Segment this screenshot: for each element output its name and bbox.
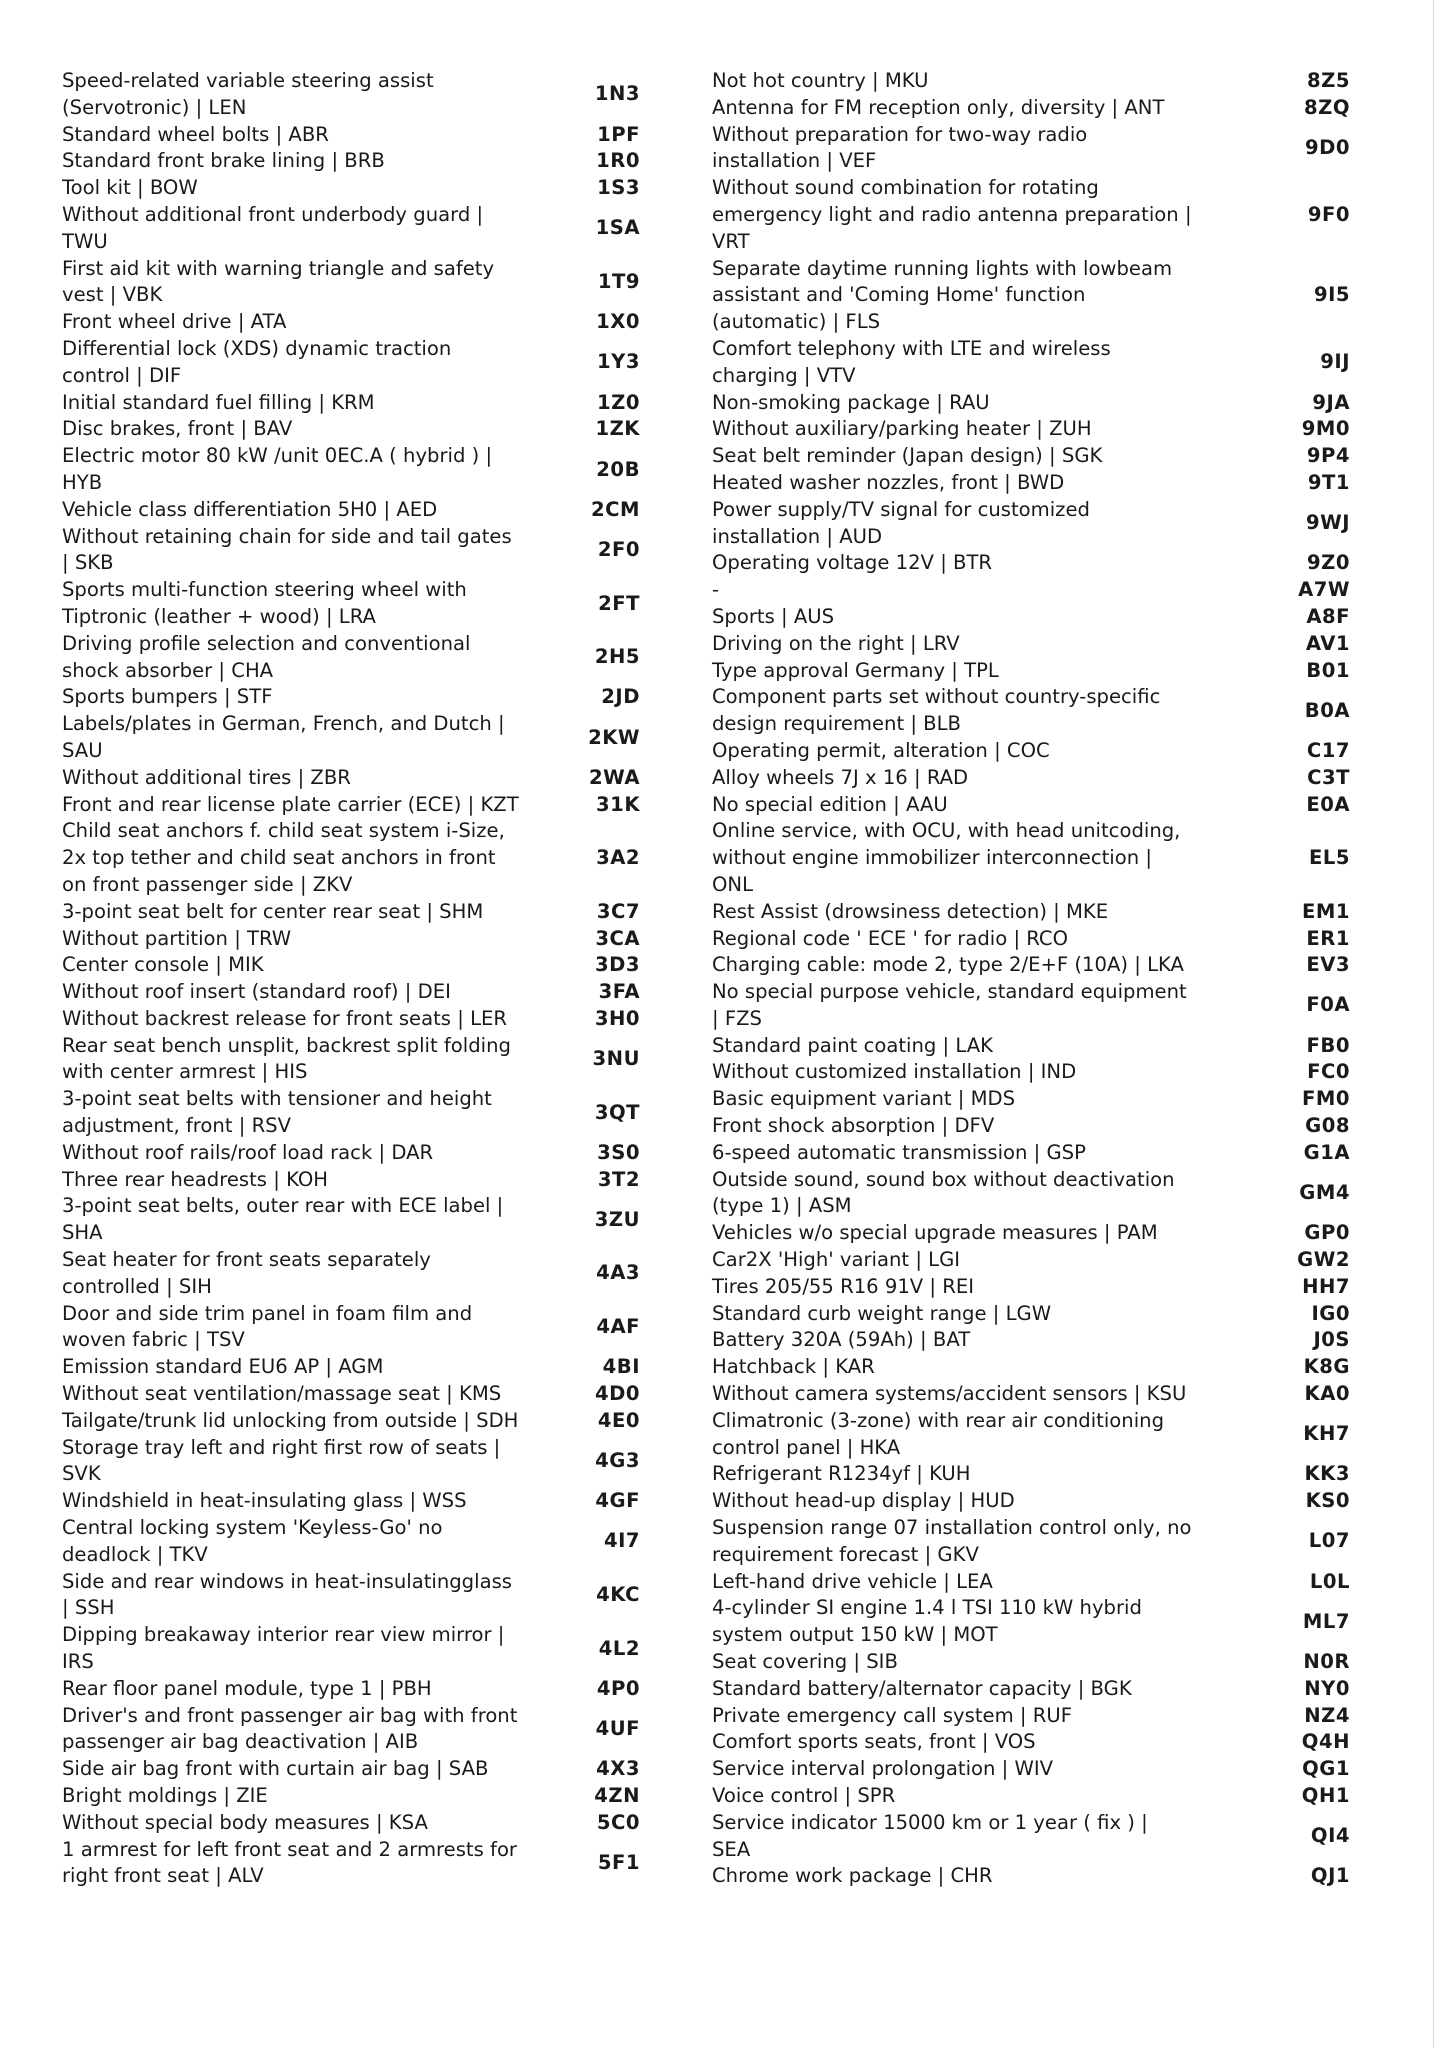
equipment-row [712, 1756, 1352, 1783]
equipment-row [62, 1622, 640, 1676]
equipment-description: Front and rear license plate carrier (ECE) | KZT [62, 792, 519, 816]
equipment-row [712, 95, 1352, 122]
equipment-row [712, 1569, 1352, 1596]
equipment-description: Without roof insert (standard roof) | DEI [62, 980, 451, 1004]
equipment-description: Outside sound, sound box without deactivation (type 1) | ASM [712, 1167, 1175, 1218]
equipment-description: No special purpose vehicle, standard equipment | FZS [712, 980, 1187, 1030]
equipment-code: 9D0 [1304, 135, 1350, 159]
equipment-row [62, 390, 640, 417]
equipment-code: 3QT [594, 1100, 640, 1124]
equipment-description: Seat heater for front seats separately controlled | SIH [62, 1248, 431, 1298]
equipment-description: Power supply/TV signal for customized installation | AUD [712, 497, 1090, 548]
equipment-description: Climatronic (3-zone) with rear air conditioning control panel | HKA [712, 1408, 1165, 1459]
equipment-code: 5C0 [596, 1810, 640, 1834]
equipment-row [712, 926, 1352, 953]
equipment-row [712, 1140, 1352, 1167]
equipment-code: GW2 [1297, 1248, 1350, 1272]
equipment-code: K8G [1303, 1355, 1350, 1379]
equipment-description: Regional code ' ECE ' for radio | RCO [712, 926, 1069, 950]
equipment-row [712, 122, 1352, 176]
equipment-description: Emission standard EU6 AP | AGM [62, 1355, 384, 1379]
equipment-row [62, 1810, 640, 1837]
equipment-description: Without backrest release for front seats | LER [62, 1006, 507, 1030]
equipment-description: First aid kit with warning triangle and safety vest | VBK [62, 256, 495, 307]
equipment-row [712, 1301, 1352, 1328]
equipment-code: 1ZK [595, 417, 640, 441]
equipment-row [62, 1408, 640, 1435]
equipment-description: 3-point seat belt for center rear seat | SHM [62, 899, 484, 923]
equipment-code: 4KC [596, 1583, 640, 1607]
equipment-code: ER1 [1306, 926, 1350, 950]
equipment-row [62, 1006, 640, 1033]
equipment-description: Vehicles w/o special upgrade measures | PAM [712, 1221, 1158, 1245]
equipment-description: Without head-up display | HUD [712, 1489, 1015, 1513]
equipment-description: Standard wheel bolts | ABR [62, 122, 329, 146]
equipment-description: Three rear headrests | KOH [62, 1167, 329, 1191]
equipment-row [712, 1595, 1352, 1649]
equipment-code: 2FT [598, 591, 640, 615]
equipment-code: N0R [1303, 1650, 1350, 1674]
equipment-row [712, 336, 1352, 390]
equipment-description: 3-point seat belts with tensioner and height adjustment, front | RSV [62, 1087, 492, 1138]
equipment-row [712, 390, 1352, 417]
equipment-code: 9Z0 [1307, 551, 1350, 575]
equipment-description: Labels/plates in German, French, and Dutch | SAU [62, 712, 505, 762]
equipment-description: Standard battery/alternator capacity | BGK [712, 1676, 1132, 1700]
equipment-row [62, 1167, 640, 1194]
equipment-code: 2KW [588, 725, 640, 749]
equipment-description: Sports bumpers | STF [62, 685, 273, 709]
equipment-row [712, 1086, 1352, 1113]
equipment-description: 4-cylinder SI engine 1.4 l TSI 110 kW hybrid system output 150 kW | MOT [712, 1596, 1142, 1647]
equipment-row [62, 711, 640, 765]
equipment-row [712, 765, 1352, 792]
equipment-description: Without sound combination for rotating emergency light and radio antenna preparation | VRT [712, 176, 1192, 253]
equipment-code: 1Z0 [597, 390, 640, 414]
equipment-row [62, 175, 640, 202]
equipment-code: 3NU [592, 1047, 640, 1071]
equipment-description: Comfort sports seats, front | VOS [712, 1730, 1036, 1754]
equipment-row [712, 1033, 1352, 1060]
equipment-code: 4X3 [596, 1757, 640, 1781]
equipment-description: Battery 320A (59Ah) | BAT [712, 1328, 971, 1352]
equipment-code: QG1 [1302, 1757, 1350, 1781]
equipment-description: Front wheel drive | ATA [62, 310, 287, 334]
equipment-row [712, 1408, 1352, 1462]
equipment-row [62, 148, 640, 175]
equipment-code: 3C7 [596, 899, 640, 923]
equipment-description: Disc brakes, front | BAV [62, 417, 293, 441]
equipment-description: Front shock absorption | DFV [712, 1114, 995, 1138]
equipment-row [712, 416, 1352, 443]
equipment-code: FB0 [1306, 1033, 1350, 1057]
equipment-row [62, 765, 640, 792]
equipment-row [712, 443, 1352, 470]
equipment-row [712, 1783, 1352, 1810]
equipment-code: 1Y3 [597, 350, 640, 374]
equipment-row [62, 1381, 640, 1408]
equipment-row [712, 792, 1352, 819]
equipment-description: Driving on the right | LRV [712, 631, 960, 655]
equipment-code: L0L [1309, 1569, 1350, 1593]
equipment-description: Car2X 'High' variant | LGI [712, 1248, 961, 1272]
equipment-description: Operating voltage 12V | BTR [712, 551, 993, 575]
equipment-code: 2WA [588, 765, 640, 789]
equipment-description: Without auxiliary/parking heater | ZUH [712, 417, 1092, 441]
equipment-description: Side and rear windows in heat-insulatingglass | SSH [62, 1569, 512, 1620]
equipment-description: Without retaining chain for side and tail gates | SKB [62, 524, 512, 575]
equipment-code: G08 [1305, 1114, 1350, 1138]
equipment-code: 4E0 [597, 1408, 640, 1432]
equipment-description: Rear floor panel module, type 1 | PBH [62, 1676, 432, 1700]
equipment-row [712, 256, 1352, 336]
equipment-description: Rest Assist (drowsiness detection) | MKE [712, 899, 1109, 923]
equipment-description: Without seat ventilation/massage seat | KMS [62, 1382, 502, 1406]
equipment-description: Speed-related variable steering assist (Servotronic) | LEN [62, 69, 434, 119]
equipment-description: Without roof rails/roof load rack | DAR [62, 1140, 434, 1164]
equipment-description: Refrigerant R1234yf | KUH [712, 1462, 971, 1486]
equipment-row [62, 443, 640, 497]
equipment-code: FM0 [1301, 1087, 1350, 1111]
equipment-code: J0S [1313, 1328, 1350, 1352]
equipment-description: Vehicle class differentiation 5H0 | AED [62, 497, 438, 521]
equipment-row [712, 738, 1352, 765]
equipment-code: A7W [1298, 578, 1350, 602]
equipment-row [62, 416, 640, 443]
equipment-row [62, 1703, 640, 1757]
equipment-description: Child seat anchors f. child seat system i-Size, 2x top tether and child seat anchors in front on front passenger side | ZKV [62, 819, 505, 896]
equipment-row [62, 122, 640, 149]
equipment-code: FC0 [1307, 1060, 1350, 1084]
equipment-row [62, 68, 640, 122]
equipment-row [62, 979, 640, 1006]
equipment-code: NZ4 [1304, 1703, 1350, 1727]
equipment-row [62, 524, 640, 578]
equipment-row [62, 792, 640, 819]
equipment-code: 3D3 [594, 953, 640, 977]
equipment-row [62, 899, 640, 926]
equipment-code: 2F0 [597, 537, 640, 561]
equipment-description: Rear seat bench unsplit, backrest split folding with center armrest | HIS [62, 1033, 511, 1084]
equipment-code: Q4H [1301, 1730, 1350, 1754]
equipment-row [712, 1167, 1352, 1221]
equipment-code: 1N3 [594, 82, 640, 106]
equipment-description: Component parts set without country-specific design requirement | BLB [712, 685, 1161, 736]
equipment-row [62, 309, 640, 336]
equipment-description: Suspension range 07 installation control only, no requirement forecast | GKV [712, 1516, 1192, 1566]
equipment-description: Seat belt reminder (Japan design) | SGK [712, 444, 1103, 468]
equipment-code: 4I7 [603, 1529, 640, 1553]
equipment-description: Without additional front underbody guard | TWU [62, 202, 484, 253]
equipment-code: 2JD [601, 685, 640, 709]
equipment-description: Hatchback | KAR [712, 1355, 875, 1379]
equipment-code: G1A [1303, 1140, 1350, 1164]
equipment-description: Private emergency call system | RUF [712, 1703, 1072, 1727]
equipment-row [712, 550, 1352, 577]
equipment-row [62, 1435, 640, 1489]
equipment-code: 9JA [1312, 390, 1350, 414]
equipment-description: Standard curb weight range | LGW [712, 1301, 1052, 1325]
equipment-code: F0A [1306, 993, 1350, 1017]
equipment-description: Tailgate/trunk lid unlocking from outside | SDH [62, 1408, 519, 1432]
equipment-row [62, 202, 640, 256]
equipment-description: Not hot country | MKU [712, 69, 929, 92]
equipment-code: A8F [1306, 604, 1350, 628]
equipment-description: Voice control | SPR [712, 1784, 896, 1807]
equipment-description: 6-speed automatic transmission | GSP [712, 1140, 1086, 1164]
equipment-code: GM4 [1299, 1181, 1350, 1205]
equipment-description: Standard front brake lining | BRB [62, 149, 385, 173]
equipment-code: AV1 [1305, 631, 1350, 655]
equipment-row [62, 256, 640, 310]
equipment-row [62, 1354, 640, 1381]
equipment-code: 3S0 [597, 1140, 640, 1164]
equipment-code: ML7 [1302, 1609, 1350, 1633]
equipment-code: 8Z5 [1307, 69, 1350, 92]
equipment-row [712, 899, 1352, 926]
equipment-description: Central locking system 'Keyless-Go' no deadlock | TKV [62, 1516, 443, 1566]
equipment-row [712, 818, 1352, 898]
equipment-description: Without special body measures | KSA [62, 1810, 428, 1834]
equipment-description: Type approval Germany | TPL [712, 658, 999, 682]
equipment-row [712, 604, 1352, 631]
equipment-code: 3T2 [597, 1167, 640, 1191]
equipment-code: QJ1 [1310, 1864, 1350, 1888]
equipment-description: Operating permit, alteration | COC [712, 738, 1050, 762]
equipment-code: B0A [1304, 698, 1350, 722]
left-equipment-column [62, 68, 640, 1890]
equipment-code: 4AF [596, 1315, 640, 1339]
equipment-row [712, 1729, 1352, 1756]
equipment-row [712, 1810, 1352, 1864]
equipment-row [712, 658, 1352, 685]
equipment-row [712, 175, 1352, 255]
equipment-code: KS0 [1305, 1489, 1350, 1513]
equipment-row [62, 1837, 640, 1891]
equipment-row [712, 1649, 1352, 1676]
equipment-code: 4G3 [595, 1449, 640, 1473]
equipment-description: Bright moldings | ZIE [62, 1784, 268, 1807]
equipment-code: 5F1 [597, 1850, 640, 1874]
equipment-description: Differential lock (XDS) dynamic traction control | DIF [62, 336, 452, 387]
equipment-code: KA0 [1304, 1382, 1350, 1406]
equipment-row [712, 1515, 1352, 1569]
equipment-code: E0A [1306, 792, 1350, 816]
equipment-code: 1R0 [596, 149, 640, 173]
equipment-code: C3T [1307, 765, 1350, 789]
equipment-description: Without camera systems/accident sensors | KSU [712, 1382, 1187, 1406]
equipment-row [712, 1113, 1352, 1140]
equipment-code: 3H0 [594, 1006, 640, 1030]
equipment-code: 9M0 [1301, 417, 1350, 441]
equipment-description: Comfort telephony with LTE and wireless charging | VTV [712, 336, 1111, 387]
equipment-code: KH7 [1303, 1422, 1350, 1446]
equipment-row [62, 1033, 640, 1087]
equipment-row [62, 577, 640, 631]
equipment-code: EL5 [1308, 846, 1350, 870]
equipment-row [712, 1354, 1352, 1381]
equipment-row [62, 926, 640, 953]
equipment-row [712, 979, 1352, 1033]
equipment-row [62, 631, 640, 685]
equipment-description: Online service, with OCU, with head unitcoding, without engine immobilizer interconnection | ONL [712, 819, 1181, 896]
equipment-code: IG0 [1311, 1301, 1350, 1325]
equipment-description: Without additional tires | ZBR [62, 765, 351, 789]
equipment-code: 1PF [597, 122, 640, 146]
equipment-description: Without customized installation | IND [712, 1060, 1077, 1084]
equipment-row [712, 1220, 1352, 1247]
equipment-description: Service indicator 15000 km or 1 year ( fix ) | SEA [712, 1810, 1148, 1861]
equipment-description: Tires 205/55 R16 91V | REI [712, 1274, 975, 1298]
equipment-code: EV3 [1306, 953, 1350, 977]
equipment-code: 9P4 [1306, 444, 1350, 468]
equipment-description: 3-point seat belts, outer rear with ECE label | SHA [62, 1194, 504, 1245]
equipment-row [62, 1488, 640, 1515]
equipment-row [62, 1756, 640, 1783]
equipment-code: 9T1 [1307, 470, 1350, 494]
equipment-description: Driving profile selection and conventional shock absorber | CHA [62, 631, 471, 682]
equipment-row [712, 1676, 1352, 1703]
equipment-description: Initial standard fuel filling | KRM [62, 390, 375, 414]
equipment-row [712, 1703, 1352, 1730]
equipment-description: Seat covering | SIB [712, 1650, 898, 1674]
equipment-description: Without preparation for two-way radio installation | VEF [712, 122, 1088, 173]
equipment-row [712, 68, 1352, 95]
equipment-code: NY0 [1304, 1676, 1350, 1700]
right-equipment-column [712, 68, 1352, 1890]
equipment-code: 4P0 [596, 1676, 640, 1700]
equipment-row [712, 1274, 1352, 1301]
equipment-code: B01 [1306, 658, 1350, 682]
equipment-description: Standard paint coating | LAK [712, 1033, 994, 1057]
page-edge-line [1433, 0, 1434, 2048]
equipment-description: 1 armrest for left front seat and 2 armrests for right front seat | ALV [62, 1837, 517, 1888]
equipment-row [712, 1381, 1352, 1408]
equipment-description: Sports | AUS [712, 604, 835, 628]
equipment-row [712, 1327, 1352, 1354]
equipment-code: 1T9 [597, 269, 640, 293]
equipment-code: 9F0 [1307, 202, 1350, 226]
equipment-description: Alloy wheels 7J x 16 | RAD [712, 765, 969, 789]
equipment-description: Dipping breakaway interior rear view mirror | IRS [62, 1623, 505, 1674]
equipment-row [62, 1301, 640, 1355]
equipment-row [62, 1676, 640, 1703]
equipment-description: Tool kit | BOW [62, 176, 198, 200]
equipment-row [62, 497, 640, 524]
equipment-row [62, 1086, 640, 1140]
equipment-description: Electric motor 80 kW /unit 0EC.A ( hybrid ) | HYB [62, 444, 493, 494]
equipment-code: 4A3 [596, 1261, 640, 1285]
equipment-code: QH1 [1301, 1784, 1350, 1807]
equipment-row [712, 1488, 1352, 1515]
equipment-code: GP0 [1304, 1221, 1350, 1245]
equipment-description: Charging cable: mode 2, type 2/E+F (10A) | LKA [712, 953, 1184, 977]
equipment-description: Heated washer nozzles, front | BWD [712, 470, 1065, 494]
equipment-description: Antenna for FM reception only, diversity | ANT [712, 95, 1165, 119]
equipment-row [62, 684, 640, 711]
equipment-code: 8ZQ [1304, 95, 1350, 119]
equipment-description: No special edition | AAU [712, 792, 948, 816]
equipment-code: 4L2 [598, 1636, 640, 1660]
equipment-code: C17 [1306, 738, 1350, 762]
equipment-description: Storage tray left and right first row of seats | SVK [62, 1435, 501, 1486]
equipment-code: 2H5 [594, 645, 640, 669]
equipment-description: Center console | MIK [62, 953, 264, 977]
equipment-row [62, 1247, 640, 1301]
equipment-row [62, 1515, 640, 1569]
equipment-code: 3A2 [596, 846, 640, 870]
equipment-row [712, 1059, 1352, 1086]
equipment-row [712, 1863, 1352, 1890]
equipment-row [712, 577, 1352, 604]
equipment-code: EM1 [1301, 899, 1350, 923]
equipment-code: 20B [596, 457, 640, 481]
equipment-code: 1X0 [596, 310, 640, 334]
equipment-code: 3ZU [594, 1207, 640, 1231]
equipment-code: HH7 [1302, 1274, 1350, 1298]
equipment-row [712, 684, 1352, 738]
equipment-description: Door and side trim panel in foam film and woven fabric | TSV [62, 1301, 473, 1352]
equipment-row [712, 470, 1352, 497]
equipment-description: Windshield in heat-insulating glass | WSS [62, 1489, 467, 1513]
equipment-code: KK3 [1304, 1462, 1350, 1486]
equipment-code: 4ZN [594, 1784, 640, 1807]
equipment-code: 31K [596, 792, 640, 816]
equipment-row [62, 1193, 640, 1247]
equipment-row [712, 1247, 1352, 1274]
equipment-description: - [712, 578, 720, 602]
equipment-code: 2CM [590, 497, 640, 521]
equipment-code: 4D0 [594, 1382, 640, 1406]
equipment-code: 1SA [595, 216, 640, 240]
equipment-code: 9WJ [1305, 511, 1350, 535]
equipment-description: Without partition | TRW [62, 926, 292, 950]
equipment-description: Separate daytime running lights with lowbeam assistant and 'Coming Home' function (automatic) | FLS [712, 256, 1173, 334]
equipment-row [62, 1140, 640, 1167]
equipment-row [712, 1461, 1352, 1488]
equipment-description: Side air bag front with curtain air bag | SAB [62, 1757, 489, 1781]
equipment-row [712, 631, 1352, 658]
equipment-row [62, 1783, 640, 1810]
equipment-row [62, 952, 640, 979]
equipment-row [712, 497, 1352, 551]
equipment-row [712, 952, 1352, 979]
equipment-code: L07 [1308, 1529, 1350, 1553]
equipment-code: 3FA [598, 980, 640, 1004]
equipment-description: Driver's and front passenger air bag with front passenger air bag deactivation | AIB [62, 1703, 518, 1754]
equipment-code: 4UF [595, 1717, 640, 1740]
equipment-code: 4BI [602, 1355, 640, 1379]
equipment-description: Non-smoking package | RAU [712, 390, 990, 414]
equipment-code: QI4 [1310, 1824, 1350, 1848]
equipment-row [62, 818, 640, 898]
equipment-code: 3CA [595, 926, 640, 950]
equipment-code: 1S3 [597, 176, 640, 200]
equipment-code: 9IJ [1320, 350, 1350, 374]
equipment-description: Sports multi-function steering wheel with Tiptronic (leather + wood) | LRA [62, 578, 467, 628]
equipment-code: 4GF [595, 1489, 640, 1513]
equipment-description: Service interval prolongation | WIV [712, 1757, 1054, 1781]
equipment-description: Left-hand drive vehicle | LEA [712, 1569, 993, 1593]
equipment-code: 9I5 [1313, 283, 1350, 307]
equipment-description: Basic equipment variant | MDS [712, 1087, 1016, 1111]
equipment-row [62, 1569, 640, 1623]
equipment-description: Chrome work package | CHR [712, 1864, 993, 1888]
equipment-row [62, 336, 640, 390]
